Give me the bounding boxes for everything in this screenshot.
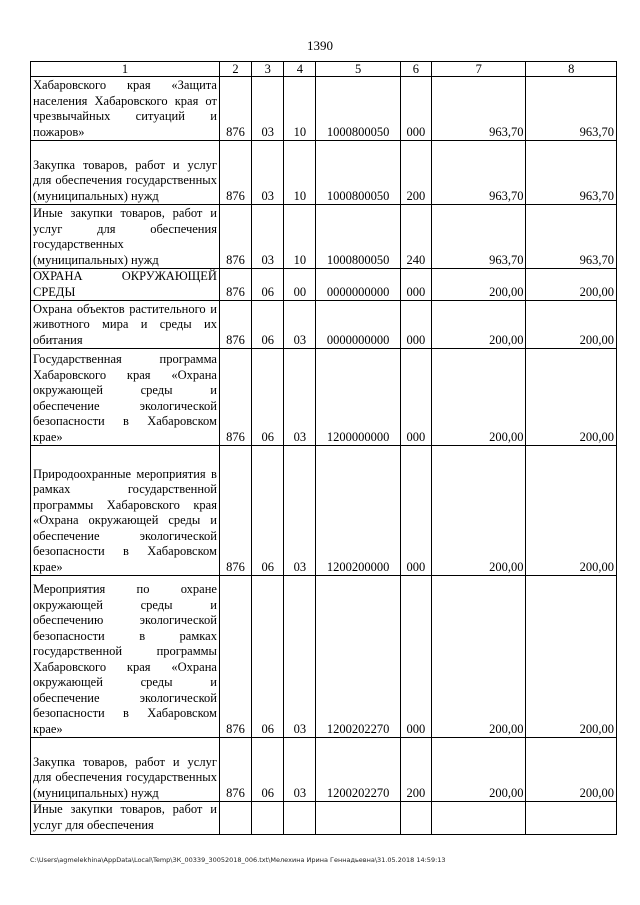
cell-ved: 876 (219, 141, 251, 205)
cell-type: 000 (400, 349, 431, 446)
cell-section: 06 (252, 576, 284, 738)
row-name: Охрана объектов растительного и животного мира и среды их обитания (31, 301, 220, 349)
cell-target (316, 802, 400, 835)
cell-sum-2: 200,00 (526, 446, 617, 576)
cell-type: 000 (400, 77, 431, 141)
header-cell: 3 (252, 62, 284, 77)
cell-sum-2: 963,70 (526, 77, 617, 141)
cell-target: 1000800050 (316, 77, 400, 141)
row-name: Иные закупки товаров, работ и услуг для обеспечения государственных (муниципальных) нужд (31, 205, 220, 269)
cell-type: 000 (400, 301, 431, 349)
cell-sum-1: 963,70 (432, 77, 526, 141)
table-row (31, 576, 617, 738)
table-row (31, 205, 617, 269)
table-row (31, 446, 617, 576)
cell-ved: 876 (219, 269, 251, 301)
cell-sum-1 (432, 802, 526, 835)
cell-section: 03 (252, 141, 284, 205)
header-cell: 1 (31, 62, 220, 77)
cell-sum-2: 200,00 (526, 269, 617, 301)
header-cell: 4 (284, 62, 316, 77)
cell-type: 240 (400, 205, 431, 269)
cell-target: 1000800050 (316, 141, 400, 205)
cell-section: 03 (252, 77, 284, 141)
cell-sum-1: 200,00 (432, 349, 526, 446)
row-name: Природоохранные мероприятия в рамках государственной программы Хабаровского края «Охрана окружающей среды и обеспечение экологической безопасности в Хабаровском крае» (31, 446, 220, 576)
table-row (31, 269, 617, 301)
cell-subsection: 03 (284, 446, 316, 576)
row-name: Мероприятия по охране окружающей среды и обеспечению экологической безопасности в рамках государственной программы Хабаровского края «Охрана окружающей среды и обеспечение экологической безопасности в Хабаровском крае» (31, 576, 220, 738)
cell-ved: 876 (219, 738, 251, 802)
cell-sum-1: 200,00 (432, 269, 526, 301)
cell-type: 200 (400, 141, 431, 205)
cell-sum-2: 200,00 (526, 738, 617, 802)
table-row (31, 802, 617, 835)
page-number: 1390 (307, 38, 333, 53)
row-name: Хабаровского края «Защита населения Хабаровского края от чрезвычайных ситуаций и пожаров» (31, 77, 220, 141)
cell-ved: 876 (219, 446, 251, 576)
cell-sum-1: 963,70 (432, 205, 526, 269)
header-cell: 2 (219, 62, 251, 77)
cell-target: 1200202270 (316, 576, 400, 738)
cell-section: 06 (252, 349, 284, 446)
cell-type (400, 802, 431, 835)
cell-target: 0000000000 (316, 301, 400, 349)
cell-sum-2 (526, 802, 617, 835)
cell-sum-2: 963,70 (526, 141, 617, 205)
table-row (31, 77, 617, 141)
cell-sum-1: 200,00 (432, 738, 526, 802)
footer-file-path: C:\Users\agmelekhina\AppData\Local\Temp\ЗК_00339_30052018_006.txt\Мелехина Ирина Геннадьевна\31.05.2018 14:59:13 (30, 856, 446, 864)
header-cell: 7 (432, 62, 526, 77)
cell-subsection (284, 802, 316, 835)
cell-ved: 876 (219, 205, 251, 269)
cell-ved: 876 (219, 576, 251, 738)
cell-subsection: 03 (284, 301, 316, 349)
cell-section (252, 802, 284, 835)
cell-section: 06 (252, 446, 284, 576)
cell-section: 06 (252, 738, 284, 802)
table-header-row (31, 62, 617, 77)
cell-target: 0000000000 (316, 269, 400, 301)
cell-subsection: 10 (284, 77, 316, 141)
cell-type: 000 (400, 269, 431, 301)
cell-ved: 876 (219, 349, 251, 446)
cell-ved (219, 802, 251, 835)
table-row (31, 738, 617, 802)
row-name: Государственная программа Хабаровского края «Охрана окружающей среды и обеспечение экологической безопасности в Хабаровском крае» (31, 349, 220, 446)
header-cell: 6 (400, 62, 431, 77)
cell-subsection: 10 (284, 205, 316, 269)
cell-sum-2: 963,70 (526, 205, 617, 269)
cell-target: 1200200000 (316, 446, 400, 576)
table-row (31, 141, 617, 205)
cell-section: 06 (252, 269, 284, 301)
header-cell: 5 (316, 62, 400, 77)
cell-sum-2: 200,00 (526, 576, 617, 738)
row-name: ОХРАНА ОКРУЖАЮЩЕЙ СРЕДЫ (31, 269, 220, 301)
cell-subsection: 03 (284, 349, 316, 446)
row-name: Закупка товаров, работ и услуг для обеспечения государственных (муниципальных) нужд (31, 738, 220, 802)
cell-subsection: 10 (284, 141, 316, 205)
cell-section: 03 (252, 205, 284, 269)
row-name: Закупка товаров, работ и услуг для обеспечения государственных (муниципальных) нужд (31, 141, 220, 205)
cell-type: 000 (400, 576, 431, 738)
cell-type: 000 (400, 446, 431, 576)
cell-sum-2: 200,00 (526, 301, 617, 349)
cell-target: 1000800050 (316, 205, 400, 269)
cell-sum-1: 200,00 (432, 576, 526, 738)
cell-sum-2: 200,00 (526, 349, 617, 446)
row-name: Иные закупки товаров, работ и услуг для обеспечения (31, 802, 220, 835)
table-row (31, 301, 617, 349)
cell-subsection: 03 (284, 576, 316, 738)
cell-section: 06 (252, 301, 284, 349)
cell-sum-1: 963,70 (432, 141, 526, 205)
cell-ved: 876 (219, 77, 251, 141)
cell-sum-1: 200,00 (432, 446, 526, 576)
cell-target: 1200202270 (316, 738, 400, 802)
cell-subsection: 00 (284, 269, 316, 301)
cell-subsection: 03 (284, 738, 316, 802)
cell-ved: 876 (219, 301, 251, 349)
cell-sum-1: 200,00 (432, 301, 526, 349)
header-cell: 8 (526, 62, 617, 77)
cell-type: 200 (400, 738, 431, 802)
table-row (31, 349, 617, 446)
cell-target: 1200000000 (316, 349, 400, 446)
budget-table (30, 61, 617, 835)
